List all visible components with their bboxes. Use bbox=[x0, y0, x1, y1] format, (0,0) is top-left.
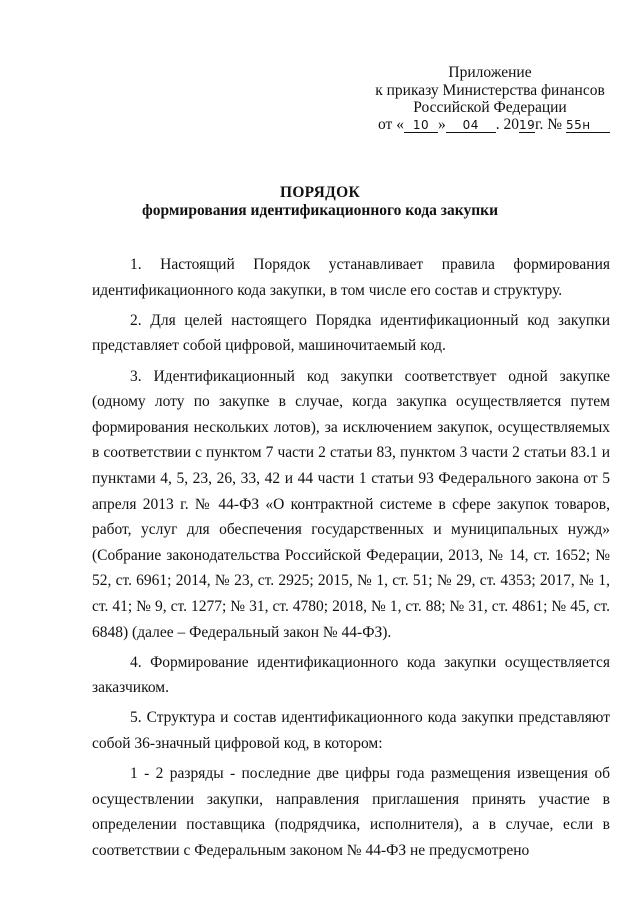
title-subtitle: формирования идентификационного кода закупки bbox=[141, 202, 499, 219]
appendix-country: Российской Федерации bbox=[413, 99, 567, 116]
order-year-handwritten: 19 bbox=[518, 118, 536, 132]
order-prefix: от « bbox=[378, 116, 404, 133]
order-day-close: » bbox=[437, 116, 446, 133]
order-year-prefix: . 20 bbox=[495, 116, 519, 133]
paragraph-1: 1. Настоящий Порядок устанавливает правила формирования идентификационного кода закупки, в том числе его состав и структуру. bbox=[92, 256, 610, 299]
order-date-line bbox=[378, 116, 610, 134]
appendix-title: Приложение bbox=[448, 64, 532, 81]
appendix-header bbox=[360, 64, 620, 117]
order-year-g: г. № bbox=[534, 116, 563, 133]
paragraph-3: 3. Идентификационный код закупки соответствует одной закупке (одному лоту по закупке в случае, когда закупка осуществляется путем формирования нескольких лотов), за исключением закупок, осуществляемых в соответствии с пунктом 7 части 2 статьи 83, пунктом 3 части 2 статьи 83.1 и пунктами 4, 5, 23, 26, 33, 42 и 44 части 1 статьи 93 Федерального закона от 5 апреля 2013 г. № 44-ФЗ «О контрактной системе в сфере закупок товаров, работ, услуг для обеспечения государственных и муниципальных нужд» (Собрание законодательства Российской Федерации, 2013, № 14, ст. 1652; № 52, ст. 6961; 2014, № 23, ст. 2925; 2015, № 1, ст. 51; № 29, ст. 4353; 2017, № 1, ст. 41; № 9, ст. 1277; № 31, ст. 4780; 2018, № 1, ст. 88; № 31, ст. 4861; № 45, ст. 6848) (далее – Федеральный закон № 44-ФЗ). bbox=[92, 367, 610, 641]
paragraph-4: 4. Формирование идентификационного кода закупки осуществляется заказчиком. bbox=[92, 653, 610, 697]
order-month-handwritten: 04 bbox=[446, 118, 496, 133]
order-number-handwritten: 55н bbox=[566, 118, 610, 133]
title-main: ПОРЯДОК bbox=[279, 184, 361, 201]
document-body bbox=[92, 252, 610, 864]
paragraph-6: 1 - 2 разряды - последние две цифры года размещения извещения об осуществлении закупки, направления приглашения принять участие в определении поставщика (подрядчика, исполнителя), а в случае, если в соответствии с Федеральным законом № 44-ФЗ не предусмотрено bbox=[92, 765, 610, 860]
appendix-order-ref: к приказу Министерства финансов bbox=[375, 81, 605, 99]
paragraph-2: 2. Для целей настоящего Порядка идентификационный код закупки представляет собой цифровой, машиночитаемый код. bbox=[92, 311, 610, 355]
order-day-handwritten: 10 bbox=[404, 118, 438, 133]
paragraph-5: 5. Структура и состав идентификационного кода закупки представляют собой 36-значный цифровой код, в котором: bbox=[92, 709, 610, 753]
document-title bbox=[0, 184, 640, 220]
